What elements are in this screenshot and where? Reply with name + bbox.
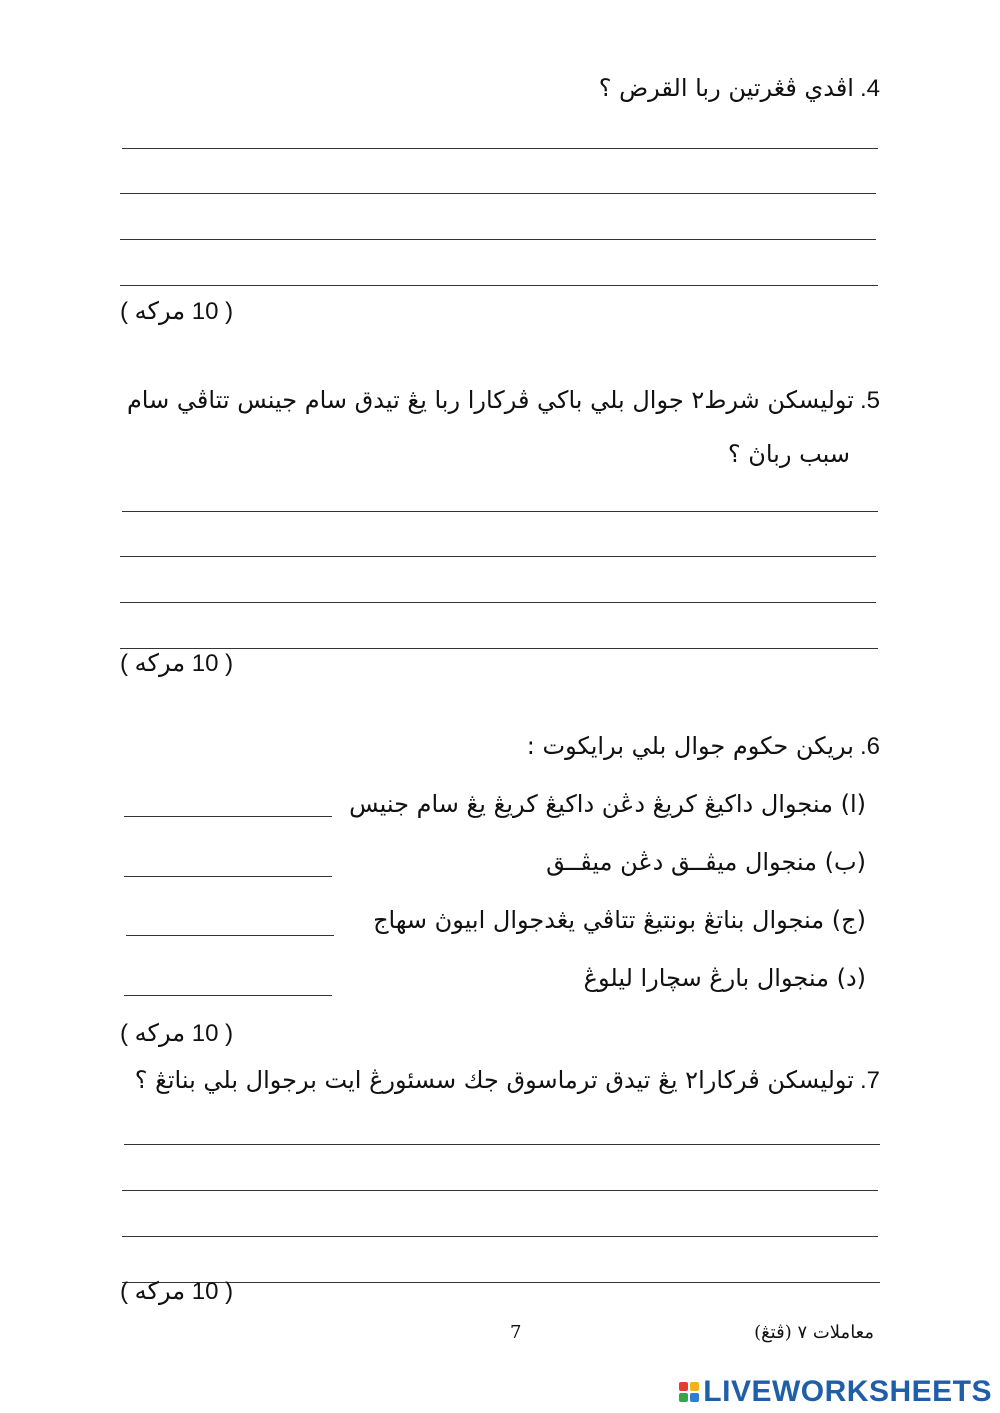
- question-5-number: 5.: [859, 387, 880, 414]
- answer-line[interactable]: [120, 602, 876, 603]
- question-4-text: اڤدي ڤڠرتين ربا القرض ؟: [598, 74, 854, 102]
- question-5-line-1: [127, 386, 880, 416]
- item-c-label: (ج): [831, 906, 866, 934]
- answer-line[interactable]: [124, 1144, 880, 1145]
- brand-name: LIVEWORKSHEETS: [703, 1375, 992, 1408]
- item-b-text: منجوال ميڤــق دڠن ميڤــق: [546, 848, 818, 876]
- question-7-text: توليسکن ڤرکارا٢ يڠ تيدق ترماسوق جك سسئورڠ ايت برجوال بلي بناتڠ ؟: [134, 1066, 854, 1094]
- question-6-item-d: [584, 964, 866, 993]
- answer-blank-a[interactable]: [124, 816, 332, 817]
- liveworksheets-logo-icon: [679, 1382, 699, 1402]
- item-a-text: منجوال داکيڠ کريڠ دڠن داکيڠ کريڠ يڠ سام جنيس: [349, 790, 833, 818]
- item-c-text: منجوال بناتڠ بونتيڠ تتاڤي يڠدجوال ابيوڽ سهاج: [373, 906, 825, 934]
- question-7: [135, 1066, 880, 1096]
- answer-line[interactable]: [120, 648, 878, 649]
- question-4: [599, 74, 880, 104]
- question-6-item-b: [546, 848, 866, 877]
- page-number: 7: [510, 1322, 522, 1343]
- question-6-item-c: [373, 906, 866, 935]
- answer-blank-d[interactable]: [124, 995, 332, 996]
- question-6-marks: ( 10 مركه ): [120, 1020, 234, 1047]
- answer-line[interactable]: [120, 193, 876, 194]
- question-5-marks: ( 10 مركه ): [120, 650, 234, 677]
- answer-blank-b[interactable]: [124, 876, 332, 877]
- question-4-number: 4.: [859, 75, 880, 102]
- question-5-text: توليسکن شرط٢ جوال بلي باکي ڤرکارا ربا يڠ تيدق سام جينس تتاڤي سام: [126, 386, 854, 414]
- answer-line[interactable]: [122, 148, 878, 149]
- answer-line[interactable]: [120, 285, 878, 286]
- question-6: [527, 732, 880, 762]
- answer-line[interactable]: [122, 1282, 880, 1283]
- question-6-number: 6.: [859, 733, 880, 760]
- question-5-line-2: سبب رباڽ ؟: [727, 440, 850, 468]
- answer-line[interactable]: [122, 1190, 878, 1191]
- question-6-text: بريکن حکوم جوال بلي برايکوت :: [526, 732, 854, 760]
- answer-line[interactable]: [120, 556, 876, 557]
- answer-line[interactable]: [122, 1236, 878, 1237]
- answer-line[interactable]: [122, 511, 878, 512]
- answer-line[interactable]: [120, 239, 876, 240]
- question-7-number: 7.: [859, 1067, 880, 1094]
- question-7-marks: ( 10 مركه ): [120, 1278, 234, 1305]
- question-4-marks: ( 10 مركه ): [120, 298, 234, 325]
- item-a-label: (ا): [840, 790, 866, 818]
- liveworksheets-brand[interactable]: [679, 1375, 992, 1409]
- answer-blank-c[interactable]: [126, 935, 334, 936]
- footer-subject: معاملات ٧ (ڤتڠ): [754, 1322, 874, 1343]
- question-6-item-a: [349, 790, 866, 819]
- item-b-label: (ب): [824, 848, 866, 876]
- item-d-label: (د): [836, 964, 866, 992]
- item-d-text: منجوال بارڠ سچارا ليلوڠ: [583, 964, 829, 992]
